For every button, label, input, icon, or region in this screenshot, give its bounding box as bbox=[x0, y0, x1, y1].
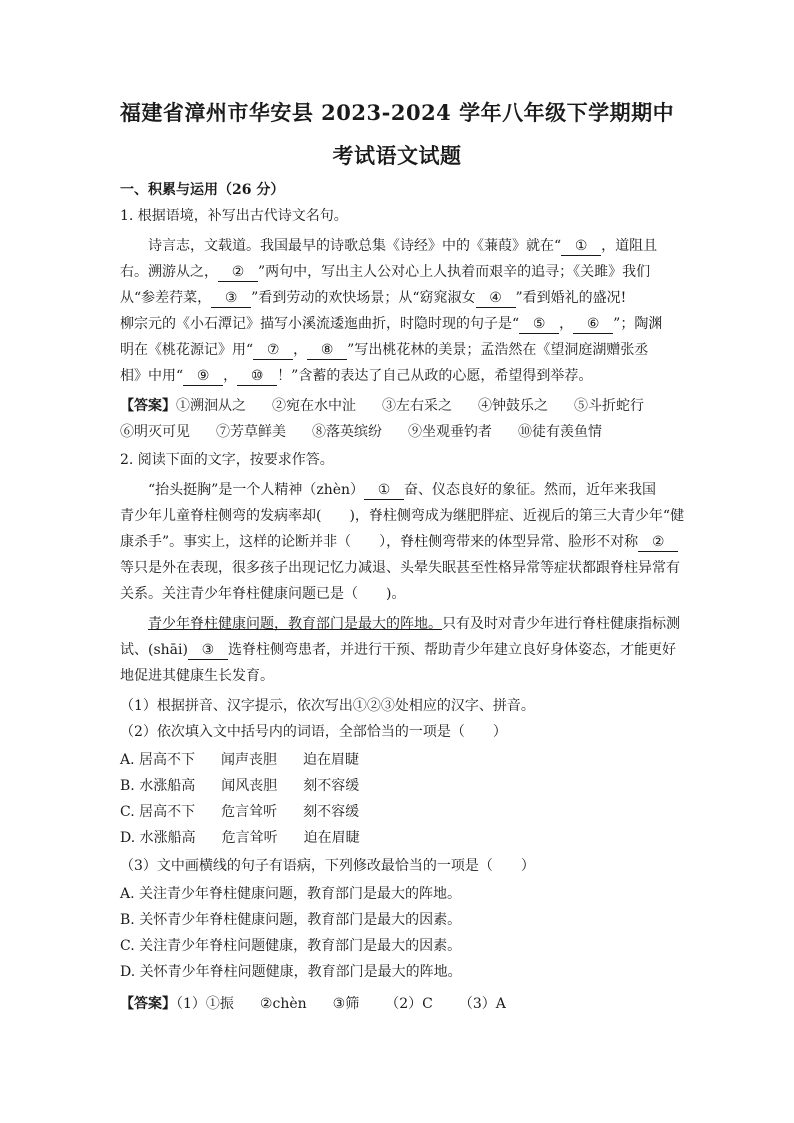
q2-para-line4: 等只是外在表现，很多孩子出现记忆力减退、头晕失眠甚至性格异常等症状都跟脊柱异常有 bbox=[120, 560, 680, 576]
text: 诗言志，文载道。我国最早的诗歌总集《诗经》中的《蒹葭》就在“ bbox=[148, 238, 562, 254]
answer-item: ①溯洄从之 bbox=[176, 398, 246, 414]
q2-para-line7 bbox=[120, 640, 680, 660]
blank-7[interactable]: ⑦ bbox=[253, 342, 293, 360]
option-word: 迫在眉睫 bbox=[303, 752, 360, 768]
option-word: 刻不容缓 bbox=[303, 804, 360, 820]
q2-para-line8: 地促进其健康生长发育。 bbox=[120, 668, 274, 684]
q2-fix-c[interactable]: C. 关注青少年脊柱问题健康，教育部门是最大的因素。 bbox=[120, 938, 462, 954]
q2-option-c[interactable] bbox=[120, 802, 680, 822]
q1-para-line5 bbox=[120, 340, 680, 360]
q1-stem: 1. 根据语境，补写出古代诗文名句。 bbox=[120, 208, 348, 224]
q1-answer-row1 bbox=[120, 396, 680, 416]
text: 选脊柱侧弯患者，并进行干预、帮助青少年建立良好身体姿态，才能更好 bbox=[227, 642, 676, 658]
answer-item: （1）①振 bbox=[176, 996, 234, 1012]
option-word: C. 居高不下 bbox=[120, 804, 196, 820]
text: 康杀手”。事实上，这样的论断并非（ ），脊柱侧弯带来的体型异常、脸形不对称 bbox=[120, 534, 639, 550]
answer-item: ⑨坐观垂钓者 bbox=[408, 424, 492, 440]
answer-item: ⑧落英缤纷 bbox=[312, 424, 382, 440]
q2-para-line5: 关系。关注青少年脊柱健康问题已是（ )。 bbox=[120, 586, 406, 602]
answer-label: 【答案】 bbox=[120, 398, 176, 414]
text: ，道阻且 bbox=[601, 238, 658, 254]
q2-para-line2: 青少年儿童脊柱侧弯的发病率却( )，脊柱侧弯成为继肥胖症、近视后的第三大青少年“健 bbox=[120, 508, 685, 524]
q1-para-line2 bbox=[120, 262, 680, 282]
q2-sub3: （3）文中画横线的句子有语病，下列修改最恰当的一项是（ ） bbox=[120, 858, 535, 874]
text: 奋、仪态良好的象征。然而，近年来我国 bbox=[404, 482, 657, 498]
blank-6[interactable]: ⑥ bbox=[573, 316, 613, 334]
doc-title-line1: 福建省漳州市华安县 2023-2024 学年八年级下学期期中 bbox=[119, 100, 675, 125]
answer-item: ③筛 bbox=[332, 996, 360, 1012]
q2-fix-a[interactable]: A. 关注青少年脊柱健康问题，教育部门是最大的阵地。 bbox=[120, 886, 462, 902]
text: 柳宗元的《小石潭记》描写小溪流逶迤曲折，时隐时现的句子是“ bbox=[120, 316, 520, 332]
answer-label: 【答案】 bbox=[120, 996, 176, 1012]
q1-para-line1 bbox=[148, 236, 680, 256]
q2-option-d[interactable] bbox=[120, 828, 680, 848]
text: ， bbox=[293, 342, 308, 358]
q2-para-line6 bbox=[148, 614, 680, 634]
option-word: 刻不容缓 bbox=[303, 778, 360, 794]
text: 明在《桃花源记》用“ bbox=[120, 342, 254, 358]
blank-3[interactable]: ③ bbox=[211, 290, 251, 308]
q2-answer bbox=[120, 994, 680, 1014]
text: ， bbox=[223, 368, 238, 384]
text: 右。溯游从之， bbox=[120, 264, 218, 280]
blank-10[interactable]: ⑩ bbox=[237, 368, 277, 386]
blank-q2-2[interactable]: ② bbox=[638, 534, 678, 552]
q2-fix-b[interactable]: B. 关怀青少年脊柱健康问题，教育部门是最大的因素。 bbox=[120, 912, 462, 928]
q2-para-line3 bbox=[120, 532, 680, 552]
text: ！”含蓄的表达了自己从政的心愿，希望得到举荐。 bbox=[277, 368, 593, 384]
text: 从“参差荇菜， bbox=[120, 290, 212, 306]
option-word: D. 水涨船高 bbox=[120, 830, 196, 846]
q2-sub2: （2）依次填入文中括号内的词语，全部恰当的一项是（ ） bbox=[120, 724, 507, 740]
text: ， bbox=[559, 316, 574, 332]
answer-item: （3）A bbox=[458, 996, 506, 1012]
q2-option-b[interactable] bbox=[120, 776, 680, 796]
blank-4[interactable]: ④ bbox=[476, 290, 516, 308]
text: ”写出桃花林的美景；孟浩然在《望洞庭湖赠张丞 bbox=[347, 342, 649, 358]
blank-9[interactable]: ⑨ bbox=[183, 368, 223, 386]
q2-option-a[interactable] bbox=[120, 750, 680, 770]
answer-item: ②chèn bbox=[259, 996, 307, 1012]
answer-item: ②宛在水中沚 bbox=[272, 398, 356, 414]
answer-item: ③左右采之 bbox=[382, 398, 452, 414]
text: 只有及时对青少年进行脊柱健康指标测 bbox=[442, 616, 680, 632]
answer-item: ⑩徒有羡鱼情 bbox=[518, 424, 602, 440]
q2-stem: 2. 阅读下面的文字，按要求作答。 bbox=[120, 452, 334, 468]
option-word: 危言耸听 bbox=[221, 804, 278, 820]
doc-title-line2: 考试语文试题 bbox=[332, 143, 462, 168]
answer-item: ⑦芳草鲜美 bbox=[216, 424, 286, 440]
option-word: B. 水涨船高 bbox=[120, 778, 196, 794]
underlined-sentence: 青少年脊柱健康问题，教育部门是最大的阵地。 bbox=[148, 616, 442, 632]
q2-para-line1 bbox=[148, 480, 680, 500]
answer-item: （2）C bbox=[385, 996, 433, 1012]
text: ”；陶渊 bbox=[613, 316, 663, 332]
blank-8[interactable]: ⑧ bbox=[307, 342, 347, 360]
option-word: 迫在眉睫 bbox=[303, 830, 360, 846]
q1-answer-row2 bbox=[120, 422, 680, 442]
blank-q2-1[interactable]: ① bbox=[364, 482, 404, 500]
q1-para-line3 bbox=[120, 288, 680, 308]
text: 相》中用“ bbox=[120, 368, 184, 384]
text: “抬头挺胸”是一个人精神（zhèn） bbox=[148, 482, 365, 498]
text: 试、(shāi) bbox=[120, 642, 188, 658]
answer-item: ⑤斗折蛇行 bbox=[574, 398, 644, 414]
blank-1[interactable]: ① bbox=[561, 238, 601, 256]
text: ”看到婚礼的盛况! bbox=[515, 290, 627, 306]
option-word: A. 居高不下 bbox=[120, 752, 196, 768]
q1-para-line4 bbox=[120, 314, 680, 334]
option-word: 危言耸听 bbox=[221, 830, 278, 846]
blank-5[interactable]: ⑤ bbox=[519, 316, 559, 334]
answer-item: ⑥明灭可见 bbox=[120, 424, 190, 440]
q1-para-line6 bbox=[120, 366, 680, 386]
option-word: 闻风丧胆 bbox=[221, 778, 278, 794]
text: ”看到劳动的欢快场景；从“窈窕淑女 bbox=[251, 290, 476, 306]
blank-2[interactable]: ② bbox=[218, 264, 258, 282]
q2-fix-d[interactable]: D. 关怀青少年脊柱问题健康，教育部门是最大的阵地。 bbox=[120, 964, 462, 980]
answer-item: ④钟鼓乐之 bbox=[478, 398, 548, 414]
blank-q2-3[interactable]: ③ bbox=[188, 642, 228, 660]
q2-sub1: （1）根据拼音、汉字提示，依次写出①②③处相应的汉字、拼音。 bbox=[120, 698, 535, 714]
text: ”两句中，写出主人公对心上人执着而艰辛的追寻；《关雎》我们 bbox=[258, 264, 651, 280]
section-heading: 一、积累与运用（26 分） bbox=[120, 182, 285, 198]
option-word: 闻声丧胆 bbox=[221, 752, 278, 768]
